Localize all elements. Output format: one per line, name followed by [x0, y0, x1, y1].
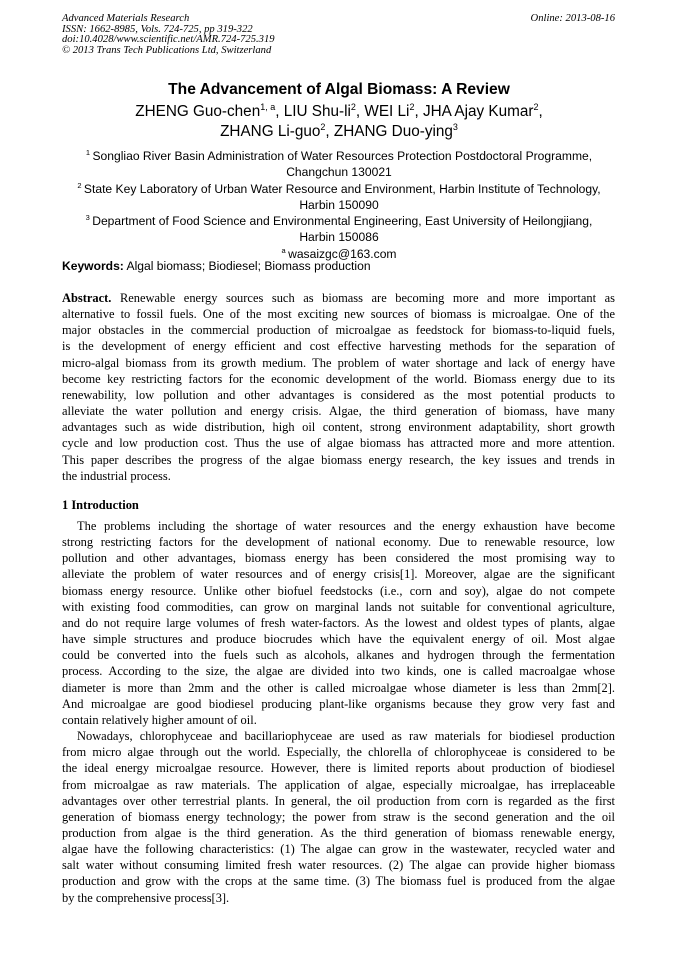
paragraph-line: from microalgae as raw materials. The application of algae, especially microalgae, has irreplaceable — [62, 777, 615, 792]
paragraph-line: algae have the following characteristics: (1) The algae can grow in the wastewater, recycled water and — [62, 842, 615, 857]
author-name: ZHENG Guo-chen — [135, 103, 261, 120]
abstract-line: is the development of energy efficient and cost effective harvesting methods for the separation of — [62, 339, 615, 354]
author-name: ZHANG Li-guo — [220, 123, 321, 140]
abstract-line: major obstacles in the commercial production of microalgae as feedstock for biomass-to-liquid fuels, — [62, 323, 615, 338]
affiliation-1-city: Changchun 130021 — [286, 165, 392, 180]
doi-line: doi:10.4028/www.scientific.net/AMR.724-725.319 — [62, 34, 275, 46]
affiliation-1: $^1$ Songliao River Basin Administration of Water Resources Protection Postdoctoral Programme, — [85, 148, 593, 163]
paragraph-line: production and grow with the crops at the same time. (3) The biomass fuel is produced from the algae — [62, 874, 615, 889]
author-affil-sup: 2 — [320, 122, 326, 132]
author-list — [0, 102, 678, 142]
keywords-value: Algal biomass; Biodiesel; Biomass production — [126, 259, 371, 273]
author-affil-sup: 1, a — [260, 102, 276, 112]
issn-line: ISSN: 1662-8985, Vols. 724-725, pp 319-322 — [62, 23, 253, 35]
affiliation-2: $^2$ State Key Laboratory of Urban Water Resource and Environment, Harbin Institute of Technology, — [77, 180, 601, 196]
author-line-2: ZHANG Li-guo$^2$, ZHANG Duo-ying$^3$ — [220, 122, 458, 140]
abstract-line: cycle and low production cost. Thus the use of algae biomass has attracted more and more attention. — [62, 436, 615, 451]
author-name: LIU Shu-li — [283, 103, 351, 120]
abstract-line: alleviate the water pollution and energy crisis. Algae, the third generation of biomass, have many — [62, 404, 615, 419]
author-affil-sup: 2 — [350, 102, 356, 112]
author-line-1: ZHENG Guo-chen$^{1, a}$, LIU Shu-$li^2$, WEI Li$^2$, JHA Ajay Kumar$^2$, — [135, 102, 543, 120]
paragraph-line: with existing food commodities, can grow on marginal lands not suitable for conventional agriculture, — [62, 599, 615, 614]
paragraph-line: strong restricting factors for the development of national economy. Due to renewable resource, low — [62, 535, 615, 550]
abstract-line: renewability, low pollution and other advantages is considered as the most potential products to — [62, 387, 615, 402]
author-affil-sup: 2 — [533, 102, 539, 112]
abstract-line: the industrial process. — [62, 468, 171, 483]
intro-paragraph-1 — [62, 518, 615, 728]
introduction-body — [62, 518, 615, 906]
affiliation-2-city: Harbin 150090 — [299, 197, 379, 212]
paragraph-line: contain relatively higher amount of oil. — [62, 712, 257, 727]
affiliation-3: $^3$ Department of Food Science and Environmental Engineering, East University of Heilongjiang, — [85, 213, 593, 229]
paragraph-line: process. According to the size, the algae are divided into two kinds, one is called macroalgae whose — [62, 664, 615, 679]
author-name: JHA Ajay Kumar — [422, 103, 534, 120]
paragraph-line: generation of biomass energy technology; the power from straw is the second generation and the oil — [62, 809, 615, 824]
abstract — [62, 290, 615, 484]
paper-title: The Advancement of Algal Biomass: A Review — [168, 81, 510, 98]
keywords — [62, 258, 371, 274]
copyright-line: © 2013 Trans Tech Publications Ltd, Switzerland — [62, 44, 272, 56]
abstract-line: Abstract. Renewable energy sources such as biomass are becoming more and more important as — [62, 291, 615, 305]
author-name: ZHANG Duo-ying — [333, 123, 453, 140]
paragraph-line: could be converted into the fuels such as alcohols, alkanes and hydrogen through the fermentation — [62, 648, 615, 663]
email-address[interactable]: wasaizgc@163.com — [288, 246, 397, 261]
paragraph-line: alleviate the problem of water resources and of energy crisis[1]. Moreover, algae are the significant — [62, 567, 615, 582]
journal-name: Advanced Materials Research — [62, 13, 190, 24]
intro-paragraph-2 — [62, 728, 615, 906]
abstract-line: advantages such as wide distribution, high oil content, strong environment adaptability, short growth — [62, 420, 615, 435]
paragraph-line: And microalgae are good biodiesel producing plant-like organisms because they grow very fast and — [62, 696, 615, 711]
paragraph-line: diameter is more than 2mm and the other is called microalgae whose diameter is less than 2mm[2]. — [62, 680, 615, 695]
online-date: Online: 2013-08-16 — [530, 13, 615, 24]
paragraph-line: production from algae is the third generation. As the third generation of biomass renewable energy, — [62, 825, 615, 840]
affiliations — [40, 148, 638, 262]
abstract-line: This paper describes the progress of the algae biomass energy research, the key issues and trends in — [62, 452, 615, 467]
paragraph-line: pollution and other advantages, biomass energy has been considered the most promising way to — [62, 551, 615, 566]
paragraph-line: The problems including the shortage of water resources and the energy exhaustion have become — [77, 519, 615, 533]
author-affil-sup: 2 — [409, 102, 415, 112]
abstract-line: micro-algal biomass from its growth medium. The problem of water shortage and lack of energy have — [62, 355, 615, 370]
paragraph-line: salt water without consuming limited fresh water resources. (2) The algae can provide higher biomass — [62, 858, 615, 873]
affiliation-3-city: Harbin 150086 — [299, 230, 379, 245]
keywords-label: Keywords: — [62, 259, 124, 273]
paragraph-line: biomass energy resource. Unlike other biofuel feedstocks (i.e., corn and soy), algae do not compete — [62, 583, 615, 598]
abstract-line: become key restricting factors for the economic development of the world. Biomass energy due to its — [62, 371, 615, 386]
paragraph-line: advantages over other terrestrial plants. In general, the oil production from corn is regarded as the first — [62, 793, 615, 808]
paragraph-line: from micro algae through out the world. Especially, the chlorella of chlorophyceae is considered to be — [62, 745, 615, 760]
abstract-label: Abstract. — [62, 291, 112, 305]
section-heading-introduction: 1 Introduction — [62, 498, 139, 512]
paragraph-line: the ideal energy microalgae resource. However, there is limited reports about production of biodiesel — [62, 761, 615, 776]
paragraph-line: Nowadays, chlorophyceae and bacillariophyceae are used as raw materials for biodiesel production — [77, 729, 615, 744]
journal-header — [62, 14, 275, 56]
author-affil-sup: 3 — [452, 122, 458, 132]
corresponding-email: $^a$ wasaizgc@163.com — [281, 245, 397, 261]
paragraph-line: by the comprehensive process[3]. — [62, 890, 230, 905]
paragraph-line: and do not require large volumes of fresh water-factors. As the lowest and oldest types of plants, algae — [62, 615, 615, 630]
author-name: WEI Li — [364, 103, 410, 120]
paragraph-line: have simple structures and produce biocrudes which have the equivalent energy of oil. Most algae — [62, 632, 615, 647]
abstract-line: alternative to fossil fuels. One of the most exciting new sources of biomass is microalgae. One of the — [62, 307, 615, 322]
